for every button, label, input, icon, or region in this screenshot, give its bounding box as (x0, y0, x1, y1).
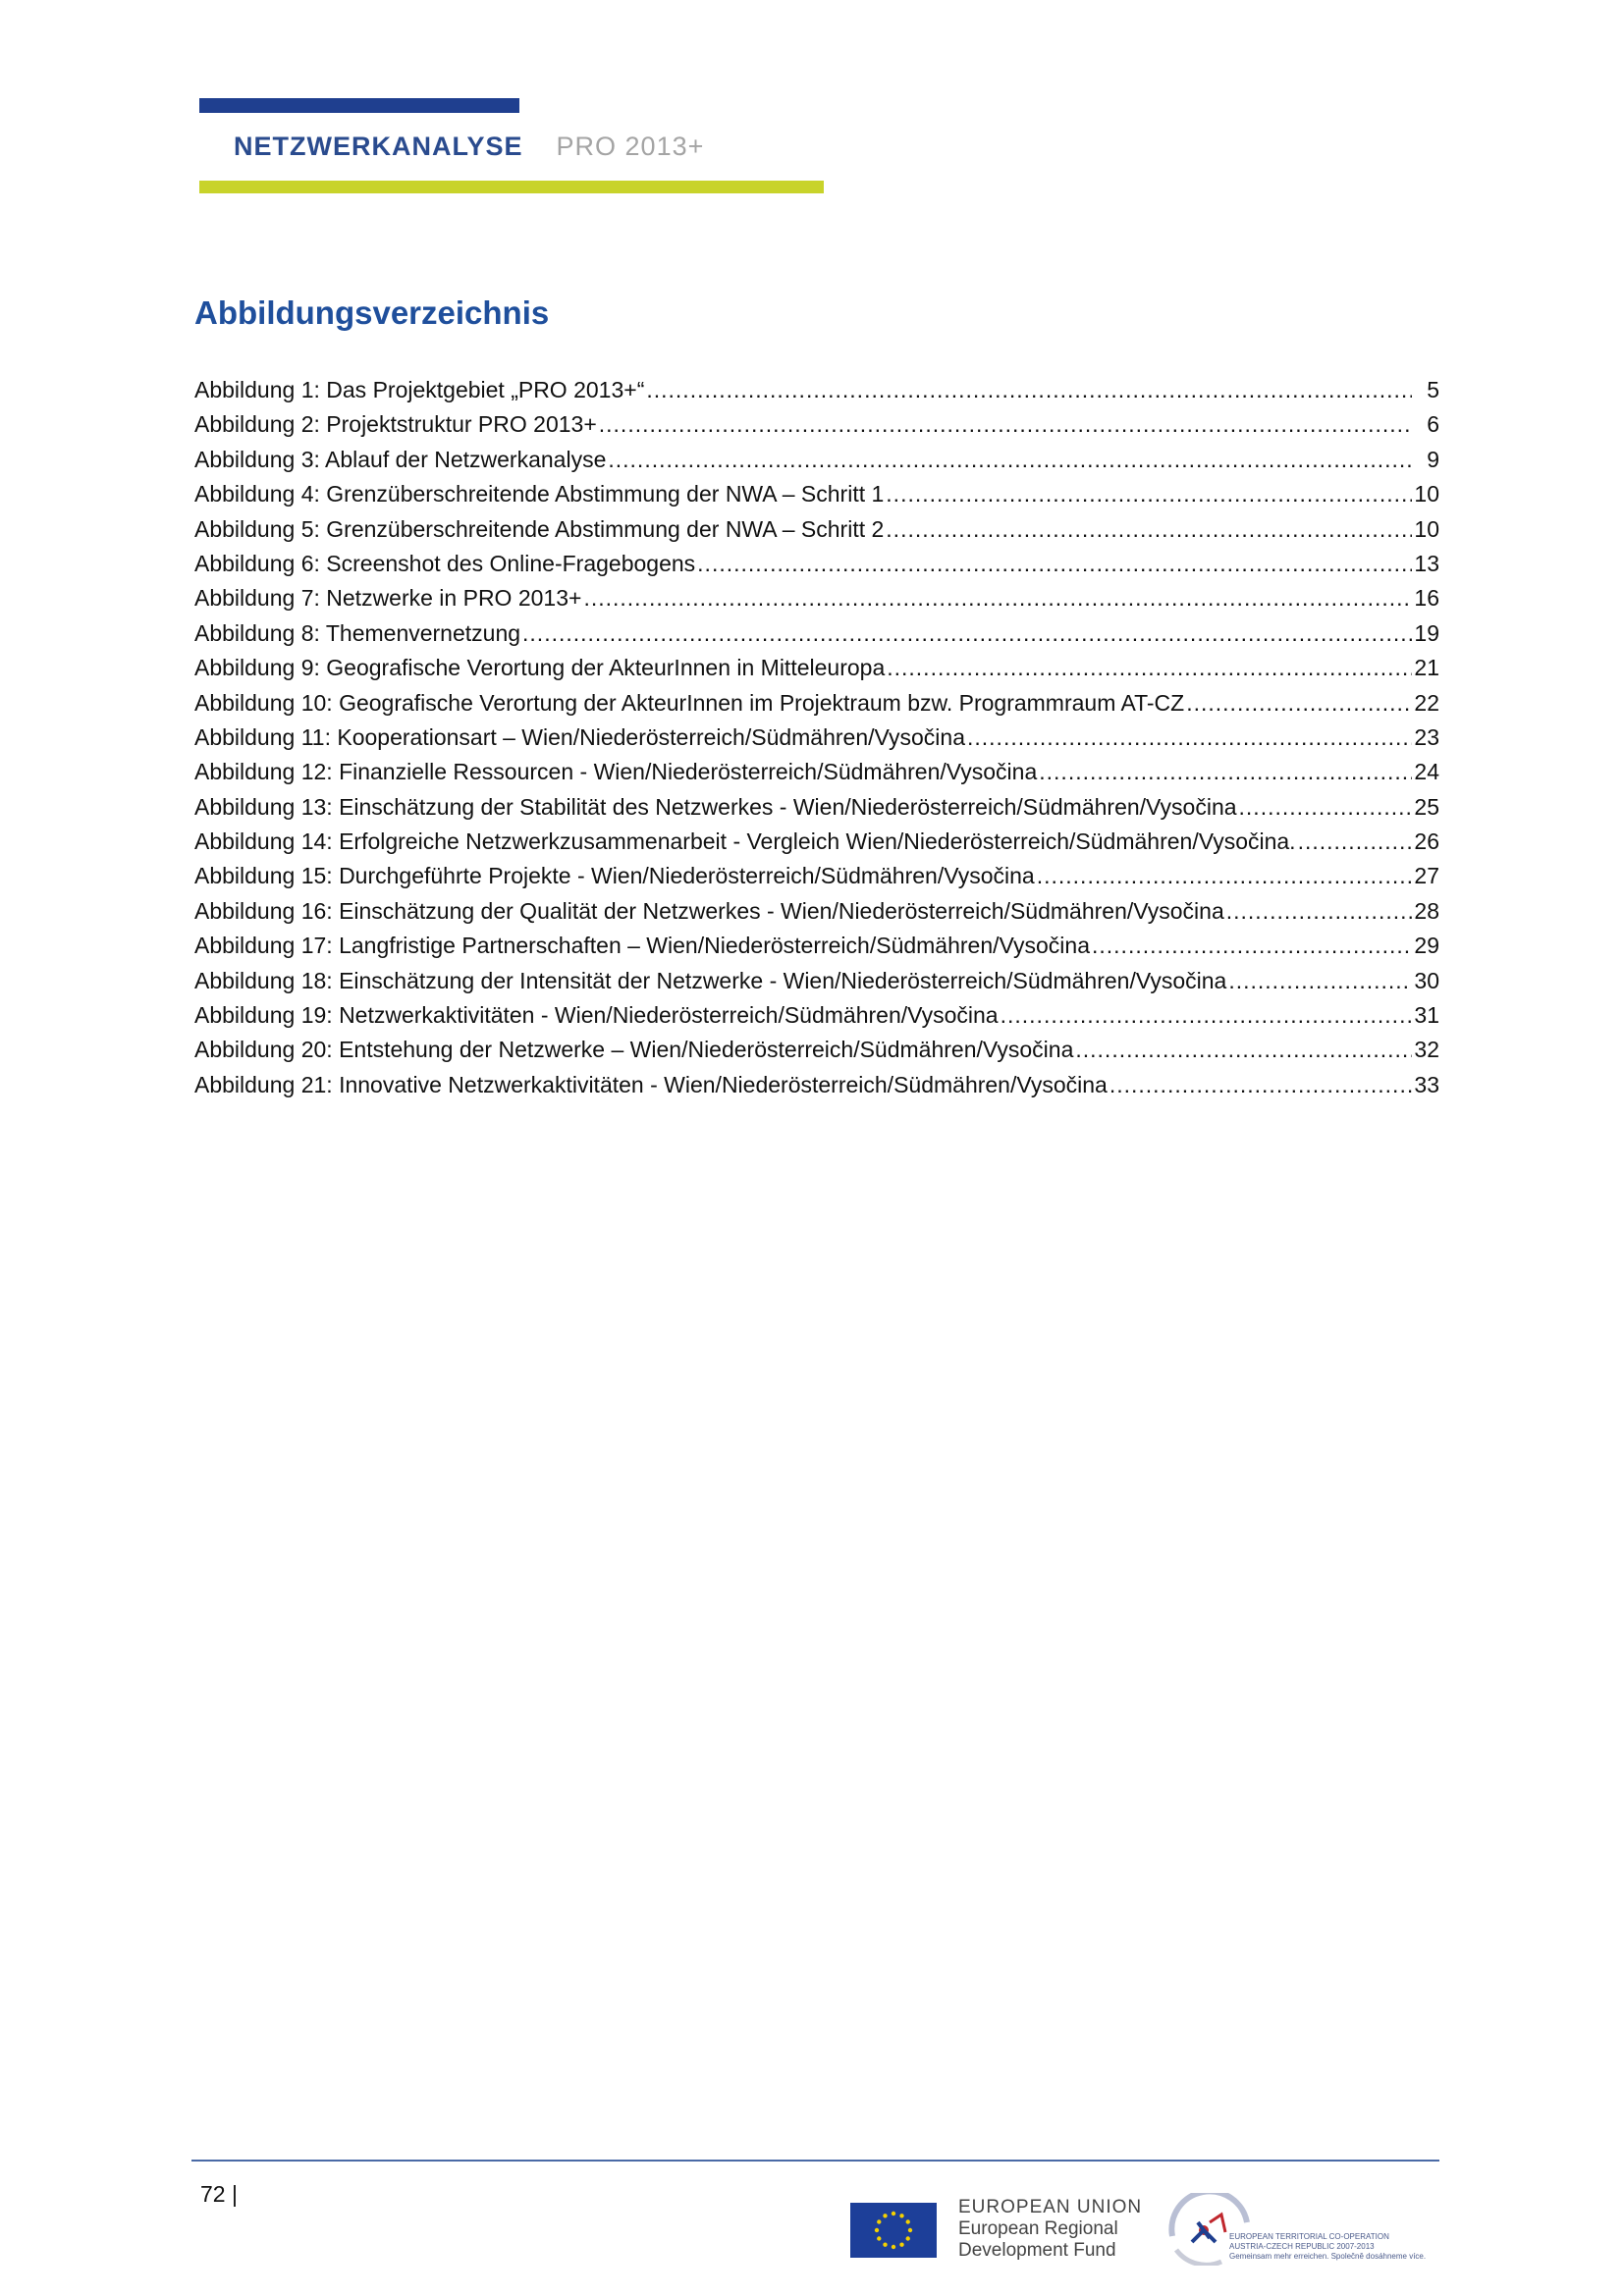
toc-entry-title: Abbildung 20: Entstehung der Netzwerke – Wien/Niederösterreich/Südmähren/Vysočina (194, 1037, 1074, 1063)
toc-leader-dots (1239, 790, 1412, 825)
toc-entry-title: Abbildung 3: Ablauf der Netzwerkanalyse (194, 446, 607, 472)
figure-list (194, 373, 1439, 1102)
toc-entry[interactable] (194, 616, 1439, 651)
toc-entry[interactable] (194, 859, 1439, 893)
toc-entry-page: 27 (1414, 863, 1439, 889)
toc-entry-page: 29 (1414, 933, 1439, 959)
toc-entry-title: Abbildung 12: Finanzielle Ressourcen - Wien/Niederösterreich/Südmähren/Vysočina (194, 759, 1038, 785)
eu-star-icon (875, 2228, 879, 2232)
eu-star-icon (883, 2214, 887, 2217)
header-bar-green (199, 181, 824, 193)
toc-leader-dots (697, 547, 1412, 581)
eu-label-line1: EUROPEAN UNION (958, 2197, 1143, 2217)
toc-entry-page: 9 (1427, 446, 1439, 472)
header-title (234, 130, 704, 163)
toc-entry[interactable] (194, 1033, 1439, 1067)
toc-leader-dots (599, 407, 1412, 442)
toc-entry-page: 21 (1414, 655, 1439, 681)
toc-entry[interactable] (194, 721, 1439, 755)
page-number: 72 | (200, 2181, 238, 2207)
toc-entry-page: 30 (1414, 967, 1439, 993)
toc-entry-title: Abbildung 2: Projektstruktur PRO 2013+ (194, 411, 597, 438)
toc-leader-dots (1226, 894, 1412, 929)
toc-entry-title: Abbildung 4: Grenzüberschreitende Abstimmung der NWA – Schritt 1 (194, 481, 885, 507)
toc-entry-page: 24 (1414, 759, 1439, 785)
toc-leader-dots (608, 443, 1412, 477)
toc-leader-dots (1039, 755, 1412, 789)
toc-entry-page: 32 (1414, 1037, 1439, 1063)
eu-star-icon (883, 2243, 887, 2247)
toc-entry-page: 22 (1414, 689, 1439, 716)
toc-entry-page: 23 (1414, 723, 1439, 750)
toc-leader-dots (886, 477, 1412, 511)
eu-star-icon (892, 2212, 895, 2216)
toc-entry[interactable] (194, 686, 1439, 721)
toc-entry-title: Abbildung 1: Das Projektgebiet „PRO 2013+“ (194, 377, 645, 402)
toc-entry-title: Abbildung 18: Einschätzung der Intensität der Netzwerke - Wien/Niederösterreich/Südmähren/Vysočina (194, 967, 1227, 993)
toc-entry-title: Abbildung 17: Langfristige Partnerschaften – Wien/Niederösterreich/Südmähren/Vysočina (194, 933, 1090, 959)
toc-leader-dots (886, 512, 1412, 547)
toc-entry[interactable] (194, 964, 1439, 998)
toc-entry-title: Abbildung 14: Erfolgreiche Netzwerkzusammenarbeit - Vergleich Wien/Niederösterreich/Südmähren/Vysočina. (194, 828, 1296, 855)
header-title-main: NETZWERKANALYSE (234, 132, 523, 161)
header-title-sub: PRO 2013+ (556, 132, 705, 161)
eu-star-icon (877, 2219, 881, 2223)
toc-entry[interactable] (194, 373, 1439, 407)
toc-entry-page: 28 (1414, 897, 1439, 924)
toc-entry-page: 31 (1414, 1002, 1439, 1029)
toc-entry-title: Abbildung 21: Innovative Netzwerkaktivitäten - Wien/Niederösterreich/Südmähren/Vysočina (194, 1071, 1108, 1097)
toc-entry-page: 13 (1414, 550, 1439, 576)
toc-leader-dots (1092, 929, 1412, 963)
eu-flag-icon (850, 2203, 937, 2258)
toc-entry[interactable] (194, 547, 1439, 581)
toc-entry-page: 10 (1414, 481, 1439, 507)
eu-star-icon (899, 2243, 903, 2247)
toc-entry-page: 10 (1414, 515, 1439, 542)
toc-entry-page: 25 (1414, 793, 1439, 820)
toc-entry[interactable] (194, 998, 1439, 1033)
toc-entry-page: 6 (1427, 411, 1439, 438)
toc-entry[interactable] (194, 512, 1439, 547)
toc-entry-page: 16 (1414, 585, 1439, 612)
toc-entry-page: 5 (1427, 377, 1439, 402)
toc-entry[interactable] (194, 477, 1439, 511)
footer-divider (191, 2160, 1439, 2162)
toc-entry[interactable] (194, 1068, 1439, 1102)
toc-entry[interactable] (194, 894, 1439, 929)
toc-entry[interactable] (194, 790, 1439, 825)
etc-label (1229, 2232, 1426, 2262)
eu-star-icon (892, 2245, 895, 2249)
etc-label-line2: AUSTRIA-CZECH REPUBLIC 2007-2013 (1229, 2242, 1375, 2251)
toc-leader-dots (583, 581, 1412, 615)
toc-leader-dots (1298, 825, 1412, 859)
eu-star-icon (906, 2219, 910, 2223)
toc-entry-title: Abbildung 11: Kooperationsart – Wien/Niederösterreich/Südmähren/Vysočina (194, 723, 965, 750)
toc-entry-page: 33 (1414, 1071, 1439, 1097)
etc-label-line1: EUROPEAN TERRITORIAL CO-OPERATION (1229, 2232, 1389, 2241)
toc-entry-title: Abbildung 13: Einschätzung der Stabilität des Netzwerkes - Wien/Niederösterreich/Südmähren/Vysočina (194, 793, 1237, 820)
toc-entry-page: 19 (1414, 619, 1439, 646)
toc-entry-title: Abbildung 8: Themenvernetzung (194, 619, 521, 646)
toc-entry-title: Abbildung 10: Geografische Verortung der AkteurInnen im Projektraum bzw. Programmraum AT-CZ (194, 689, 1185, 716)
page-title: Abbildungsverzeichnis (194, 294, 550, 331)
toc-entry-title: Abbildung 5: Grenzüberschreitende Abstimmung der NWA – Schritt 2 (194, 515, 885, 542)
header-bar-blue (199, 98, 519, 113)
toc-leader-dots (1001, 998, 1412, 1033)
eu-star-icon (877, 2236, 881, 2240)
toc-leader-dots (522, 616, 1412, 651)
toc-entry-title: Abbildung 16: Einschätzung der Qualität der Netzwerkes - Wien/Niederösterreich/Südmähren/Vysočina (194, 897, 1224, 924)
toc-entry[interactable] (194, 825, 1439, 859)
toc-entry[interactable] (194, 929, 1439, 963)
toc-entry-title: Abbildung 19: Netzwerkaktivitäten - Wien/Niederösterreich/Südmähren/Vysočina (194, 1002, 999, 1029)
toc-entry-title: Abbildung 15: Durchgeführte Projekte - Wien/Niederösterreich/Südmähren/Vysočina (194, 863, 1035, 889)
toc-entry[interactable] (194, 581, 1439, 615)
toc-leader-dots (1109, 1068, 1412, 1102)
etc-label-line3: Gemeinsam mehr erreichen. Společně dosáhneme více. (1229, 2252, 1427, 2261)
toc-entry[interactable] (194, 443, 1439, 477)
toc-leader-dots (1037, 859, 1412, 893)
toc-entry-title: Abbildung 9: Geografische Verortung der AkteurInnen in Mitteleuropa (194, 655, 886, 681)
toc-entry-page: 26 (1414, 828, 1439, 855)
toc-entry[interactable] (194, 651, 1439, 685)
toc-leader-dots (887, 651, 1412, 685)
toc-entry-title: Abbildung 6: Screenshot des Online-Fragebogens (194, 550, 696, 576)
eu-label-line3: Development Fund (958, 2240, 1116, 2261)
toc-entry-title: Abbildung 7: Netzwerke in PRO 2013+ (194, 585, 582, 612)
toc-leader-dots (646, 373, 1412, 407)
eu-star-icon (899, 2214, 903, 2217)
toc-entry[interactable] (194, 755, 1439, 789)
toc-entry[interactable] (194, 407, 1439, 442)
toc-leader-dots (1075, 1033, 1412, 1067)
toc-leader-dots (1228, 964, 1412, 998)
toc-leader-dots (967, 721, 1412, 755)
eu-star-icon (908, 2228, 912, 2232)
eu-funding-label (958, 2197, 1142, 2262)
eu-star-icon (906, 2236, 910, 2240)
toc-leader-dots (1186, 686, 1412, 721)
eu-label-line2: European Regional (958, 2218, 1118, 2239)
